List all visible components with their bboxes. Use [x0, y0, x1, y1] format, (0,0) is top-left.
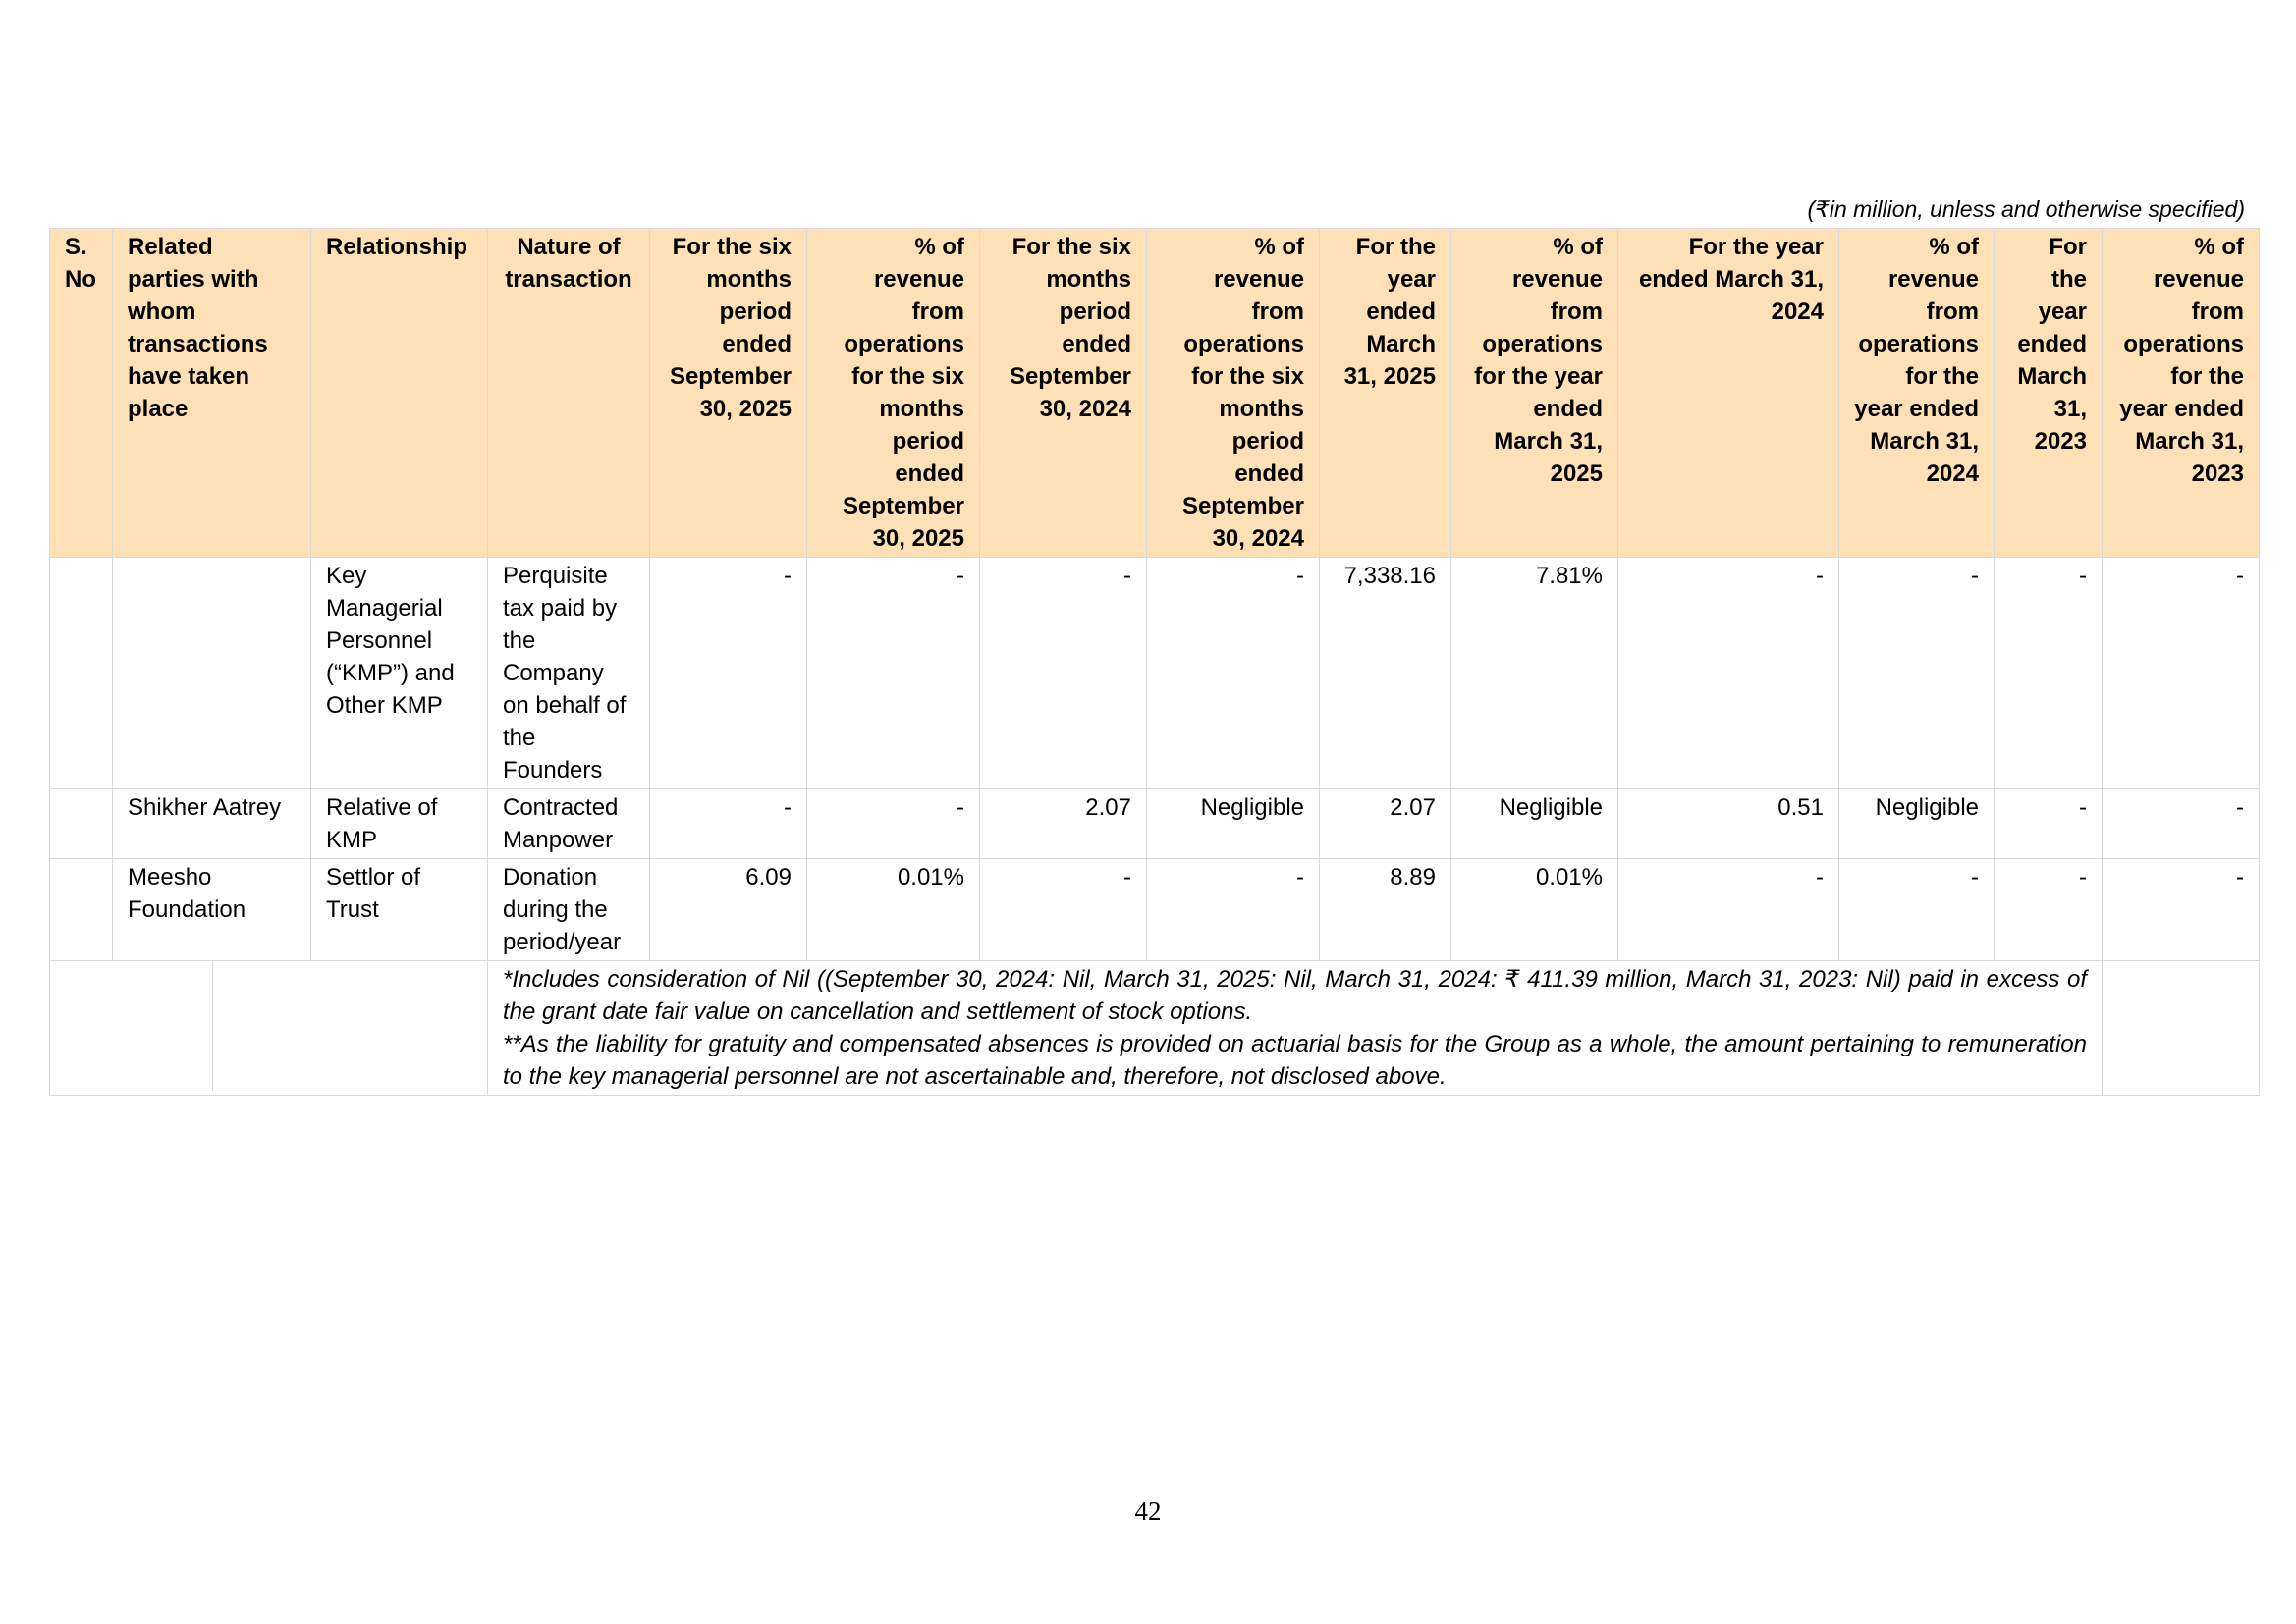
header-nature: Nature of transaction: [488, 229, 650, 558]
cell-value: 7,338.16: [1320, 558, 1451, 789]
unit-note: (₹in million, unless and otherwise specified): [1807, 196, 2245, 222]
cell-nature: Contracted Manpower: [488, 789, 650, 859]
header-mar-2024: For the year ended March 31, 2024: [1618, 229, 1839, 558]
header-mar-2023: For the year ended March 31, 2023: [1995, 229, 2103, 558]
cell-value: -: [1618, 558, 1839, 789]
header-row: [50, 229, 2260, 558]
table-row: [50, 558, 2260, 789]
cell-relationship: Key Managerial Personnel (“KMP”) and Other KMP: [311, 558, 488, 789]
header-pct-sep-2024: % of revenue from operations for the six months period ended September 30, 2024: [1147, 229, 1320, 558]
header-relationship: Relationship: [311, 229, 488, 558]
cell-value: -: [1995, 789, 2103, 859]
cell-value: -: [1995, 558, 2103, 789]
cell-sno: [50, 789, 113, 859]
header-related-party: Related parties with whom transactions have taken place: [113, 229, 311, 558]
table-row: [50, 859, 2260, 961]
cell-value: 8.89: [1320, 859, 1451, 961]
cell-value: -: [1618, 859, 1839, 961]
cell-value: -: [2103, 789, 2260, 859]
cell-value: -: [1995, 859, 2103, 961]
cell-value: Negligible: [1839, 789, 1995, 859]
notes-spacer-cell: [311, 961, 488, 1096]
cell-value: -: [807, 789, 980, 859]
cell-value: -: [2103, 558, 2260, 789]
cell-value: -: [807, 558, 980, 789]
header-sep-2025: For the six months period ended September 30, 2025: [650, 229, 807, 558]
cell-value: 0.01%: [807, 859, 980, 961]
cell-party: [113, 558, 311, 789]
cell-relationship: Relative of KMP: [311, 789, 488, 859]
cell-value: -: [980, 558, 1147, 789]
footnote-2: **As the liability for gratuity and compensated absences is provided on actuarial basis for the Group as a whole, the amount pertaining to remuneration to the key managerial personnel are not ascertainable and, therefore, not disclosed above.: [503, 1031, 2087, 1090]
cell-sno: [50, 859, 113, 961]
cell-value: 2.07: [1320, 789, 1451, 859]
notes-spacer-cell: [50, 961, 213, 1091]
cell-value: 6.09: [650, 859, 807, 961]
cell-value: -: [1839, 859, 1995, 961]
notes-spacer-cell: [2103, 961, 2260, 1096]
cell-value: -: [980, 859, 1147, 961]
header-pct-mar-2023: % of revenue from operations for the year ended March 31, 2023: [2103, 229, 2260, 558]
header-pct-sep-2025: % of revenue from operations for the six months period ended September 30, 2025: [807, 229, 980, 558]
notes-row: [50, 961, 2260, 1096]
cell-sno: [50, 558, 113, 789]
cell-relationship: Settlor of Trust: [311, 859, 488, 961]
related-party-table: [49, 228, 2260, 1096]
cell-value: -: [1147, 558, 1320, 789]
cell-value: -: [2103, 859, 2260, 961]
cell-nature: Perquisite tax paid by the Company on behalf of the Founders: [488, 558, 650, 789]
cell-value: Negligible: [1147, 789, 1320, 859]
cell-value: -: [1839, 558, 1995, 789]
cell-value: Negligible: [1451, 789, 1618, 859]
cell-value: 0.51: [1618, 789, 1839, 859]
cell-value: 2.07: [980, 789, 1147, 859]
cell-value: 7.81%: [1451, 558, 1618, 789]
footnote-1: *Includes consideration of Nil ((September 30, 2024: Nil, March 31, 2025: Nil, March 31, 2024: ₹ 411.39 million, March 31, 2023: Nil) paid in excess of the grant date fair value on cancellation and settlement of stock options.: [503, 966, 2087, 1025]
header-pct-mar-2024: % of revenue from operations for the year ended March 31, 2024: [1839, 229, 1995, 558]
header-sno: S. No: [50, 229, 113, 558]
header-sep-2024: For the six months period ended September 30, 2024: [980, 229, 1147, 558]
cell-party: Meesho Foundation: [113, 859, 311, 961]
cell-value: 0.01%: [1451, 859, 1618, 961]
cell-value: -: [650, 789, 807, 859]
header-pct-mar-2025: % of revenue from operations for the year ended March 31, 2025: [1451, 229, 1618, 558]
cell-value: -: [1147, 859, 1320, 961]
cell-nature: Donation during the period/year: [488, 859, 650, 961]
page-number: 42: [1134, 1496, 1162, 1526]
header-mar-2025: For the year ended March 31, 2025: [1320, 229, 1451, 558]
notes-spacer-cell: [213, 961, 311, 1091]
footnotes: [488, 961, 2103, 1096]
notes-spacer: [50, 961, 311, 1096]
cell-value: -: [650, 558, 807, 789]
table-row: [50, 789, 2260, 859]
cell-party: Shikher Aatrey: [113, 789, 311, 859]
